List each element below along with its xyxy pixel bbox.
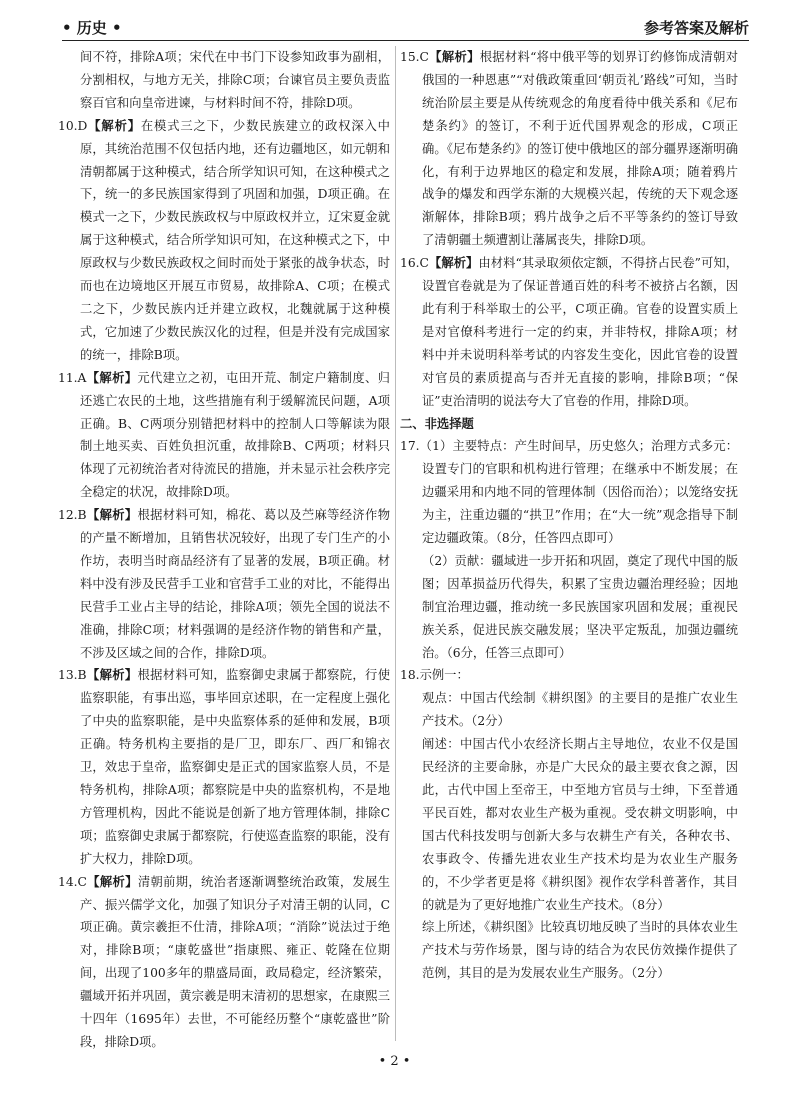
answer-text: 在模式三之下，少数民族建立的政权深入中原，其统治范围不仅包括内地，还有边疆地区，如元朝和清朝都属于这种模式，结合所学知识可知，在这种模式之下，统一的多民族国家得到了巩固和加强，D项正确。在模式一之下，少数民族政权与中原政权并立，辽宋夏金就属于这种模式，结合所学知识可知，在这种模式之下，中原政权与少数民族政权之间时而处于紧张的战争状态，时而也在边境地区开展互市贸易，故排除A、C项；在模式二之下，少数民族内迁并建立政权，北魏就属于这种模式，它加速了少数民族汉化的过程，但是并没有完成国家的统一，排除B项。 <box>80 118 390 362</box>
answer-continuation <box>400 550 738 665</box>
answer-item <box>58 871 390 1054</box>
answer-continuation <box>400 733 738 916</box>
answer-item <box>58 504 390 664</box>
answer-text: 根据材料可知，棉花、葛以及苎麻等经济作物的产量不断增加，且销售状况较好，出现了专门生产的小作坊，表明当时商品经济有了显著的发展，B项正确。材料中没有涉及民营手工业和官营手工业的对比，不能得出民营手工业占主导的结论，排除A项；领先全国的说法不准确，排除C项；材料强调的是经济作物的销售和产量，不涉及区域之间的合作，排除D项。 <box>80 508 390 660</box>
question-number: 14.C <box>58 874 87 889</box>
answer-text: 观点：中国古代绘制《耕织图》的主要目的是推广农业生产技术。（2分） <box>422 691 738 729</box>
section-title: 参考答案及解析 <box>643 19 749 37</box>
question-number: 17. <box>400 439 420 454</box>
question-number: 11.A <box>58 370 87 385</box>
answer-continuation <box>400 916 738 985</box>
answer-item <box>58 115 390 367</box>
analysis-tag: 【解析】 <box>86 874 138 889</box>
answer-item <box>400 435 738 550</box>
answer-continuation <box>58 46 390 115</box>
question-number: 18. <box>400 668 420 683</box>
answer-text: 阐述：中国古代小农经济长期占主导地位，农业不仅是国民经济的主要命脉，亦是广大民众的最主要衣食之源，因此，古代中国上至帝王，中至地方官员与士绅，下至普通平民百姓，都对农业生产极为重视。受农耕文明影响，中国古代科技发明与创新大多与农耕生产有关，各种农书、农事政令、传播先进农业生产技术均是为农业生产服务的，不少学者更是将《耕织图》视作农学科普著作，其目的就是为了更好地推广农业生产技术。（8分） <box>422 737 738 912</box>
answer-text: 间不符，排除A项；宋代在中书门下设参知政事为副相，分割相权，与地方无关，排除C项；台谏官员主要负责监察百官和向皇帝进谏，与材料时间不符，排除D项。 <box>80 50 390 110</box>
question-number: 13.B <box>58 668 87 683</box>
answer-text: （2）贡献：疆域进一步开拓和巩固，奠定了现代中国的版图；因革损益历代得失，积累了宝贵边疆治理经验；因地制宜治理边疆，推动统一多民族国家巩固和发展；重视民族关系，促进民族交融发展；坚决平定叛乱，加强边疆统治。（6分，任答三点即可） <box>422 553 738 660</box>
analysis-tag: 【解析】 <box>86 508 138 523</box>
analysis-tag: 【解析】 <box>428 256 479 271</box>
answer-text: 根据材料可知，监察御史隶属于都察院，行使监察职能，有事出巡，事毕回京述职，在一定程度上强化了中央的监察职能，是中央监察体系的延伸和发展，B项正确。特务机构主要指的是厂卫，即东厂、西厂和锦衣卫，效忠于皇帝，监察御史是正式的国家监察人员，不是特务机构，排除A项；都察院是中央的监察机构，不是地方管理机构，因此不能说是创新了地方管理体制，排除C项；监察御史隶属于都察院，行使巡查监察的职能，没有扩大权力，排除D项。 <box>80 668 390 866</box>
question-number: 15.C <box>400 50 429 64</box>
page-header <box>62 14 749 41</box>
answer-text: 清朝前期，统治者逐渐调整统治政策，发展生产、振兴儒学文化，加强了知识分子对清王朝的认同，C项正确。黄宗羲拒不仕清，排除A项；“消除”说法过于绝对，排除B项；“康乾盛世”指康熙、雍正、乾隆在位期间，出现了100多年的鼎盛局面，政局稳定，经济繁荣，疆域开拓并巩固，黄宗羲是明末清初的思想家，在康熙三十四年（1695年）去世，不可能经历整个“康乾盛世”阶段，排除D项。 <box>80 874 390 1049</box>
analysis-tag: 【解析】 <box>87 118 141 133</box>
subject-label: • 历史 • <box>62 19 122 37</box>
section-heading <box>400 413 738 436</box>
answer-item <box>400 252 738 412</box>
answer-item <box>400 664 738 687</box>
analysis-tag: 【解析】 <box>86 370 138 385</box>
answer-item <box>58 367 390 504</box>
column-divider <box>395 46 396 1041</box>
question-number: 12.B <box>58 508 87 523</box>
page-number: • 2 • <box>378 1054 411 1069</box>
answer-text: （1）主要特点：产生时间早，历史悠久；治理方式多元：设置专门的官职和机构进行管理；在继承中不断发展；在边疆采用和内地不同的管理体制（因俗而治）；以笼络安抚为主，注重边疆的“拱卫”作用；在“大一统”观念指导下制定边疆政策。（8分，任答四点即可） <box>419 439 738 546</box>
right-column <box>400 46 738 1041</box>
answer-text: 由材料“其录取须依定额，不得挤占民卷”可知，设置官卷就是为了保证普通百姓的科考不被挤占名额，因此有利于科举取士的公平，C项正确。官卷的设置实质上是对官僚科考进行一定的约束，并非特权，排除A项；材料中并未说明科举考试的内容发生变化，因此官卷的设置对官员的素质提高与否并无直接的影响，排除B项；“保证”吏治清明的说法夸大了官卷的作用，排除D项。 <box>422 256 738 408</box>
answer-text: 示例一： <box>419 668 469 683</box>
answer-text: 综上所述，《耕织图》比较真切地反映了当时的具体农业生产技术与劳作场景，图与诗的结合为农民仿效操作提供了范例，其目的是为发展农业生产服务。（2分） <box>422 920 738 981</box>
question-number: 10.D <box>58 118 88 133</box>
section-heading-text: 二、非选择题 <box>400 416 474 431</box>
answer-continuation <box>400 687 738 733</box>
left-column <box>58 46 390 1049</box>
analysis-tag: 【解析】 <box>86 668 138 683</box>
question-number: 16.C <box>400 256 429 271</box>
analysis-tag: 【解析】 <box>428 50 480 64</box>
answer-item <box>58 664 390 870</box>
answer-text: 根据材料“将中俄平等的划界订约修饰成清朝对俄国的一种恩惠”“对俄政策重回‘朝贡礼’路线”可知，当时统治阶层主要是从传统观念的角度看待中俄关系和《尼布楚条约》的签订，不利于近代国界观念的形成，C项正确。《尼布楚条约》的签订使中俄地区的部分疆界逐渐明确化，有利于边界地区的稳定和发展，排除A项；随着鸦片战争的爆发和西学东渐的大规模兴起，传统的天下观念逐渐解体，排除B项；鸦片战争之后不平等条约的签订导致了清朝疆土频遭割让藩属丧失，排除D项。 <box>422 50 738 248</box>
answer-item <box>400 46 738 252</box>
answer-text: 元代建立之初，屯田开荒、制定户籍制度、归还逃亡农民的土地，这些措施有利于缓解流民问题，A项正确。B、C两项分别错把材料中的控制人口等解读为限制土地买卖、百姓负担沉重，故排除B、C两项；材料只体现了元初统治者对待流民的措施，并未显示社会秩序完全稳定的状况，故排除D项。 <box>80 370 390 500</box>
